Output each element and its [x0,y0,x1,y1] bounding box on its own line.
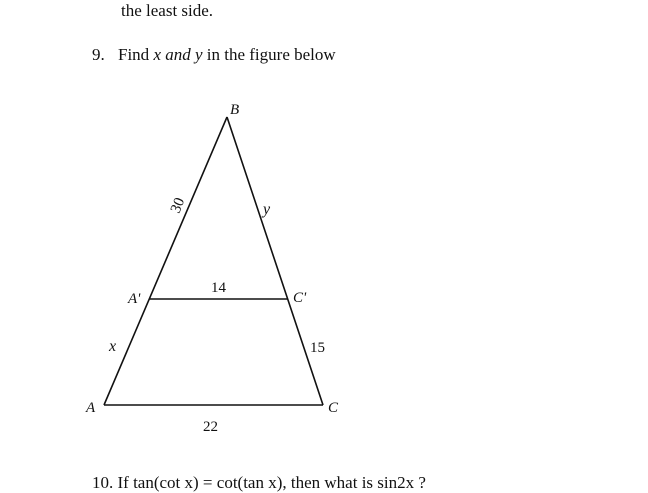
problem-and: and [165,45,191,64]
problem-find: Find [118,45,150,64]
label-side-30: 30 [167,195,189,216]
label-vertex-A: A [86,400,96,416]
label-base-22: 22 [203,419,218,435]
label-vertex-B: B [230,102,240,118]
problem-number: 9. [92,45,105,64]
label-vertex-C-prime: C' [293,290,307,306]
next-problem-text: 10. If tan(cot x) = cot(tan x), then what is sin2x ? [92,473,426,492]
label-side-x: x [109,338,117,355]
label-side-y: y [263,201,271,218]
label-side-15: 15 [310,340,325,356]
problem-var-x: x [153,45,161,64]
side-AB [104,117,227,405]
side-BC [227,117,323,405]
problem-rest: in the figure below [206,45,336,64]
label-vertex-C: C [328,400,339,416]
label-vertex-A-prime: A' [128,291,141,307]
previous-text: the least side. [121,1,214,20]
problem-var-y: y [194,45,203,64]
label-segment-14: 14 [211,280,226,296]
